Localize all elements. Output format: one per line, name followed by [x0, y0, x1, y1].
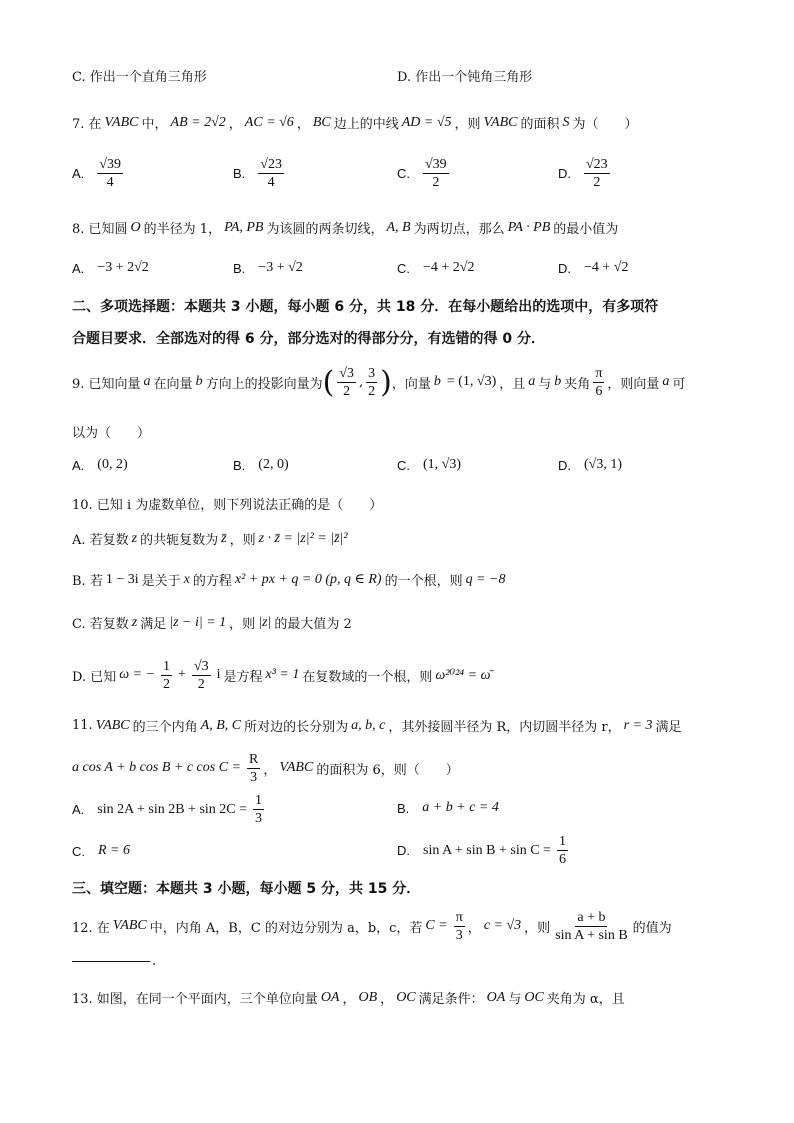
q10-frac-2 — [192, 658, 211, 693]
option-label: D. — [397, 843, 410, 858]
option-value: R = 6 — [98, 843, 130, 858]
q9-vector-b: b — [554, 374, 562, 389]
q10-text: B. 若 — [72, 574, 103, 589]
q8-option-d — [558, 260, 631, 276]
q10-option-a — [72, 529, 351, 548]
q10-c-condition: |z − i| = 1 — [169, 614, 227, 630]
q9-option-c — [397, 457, 464, 473]
option-label: B. — [233, 260, 246, 276]
q9-angle — [593, 365, 604, 400]
option-label: B. — [233, 457, 246, 473]
q11-text: 11. — [72, 718, 93, 733]
q9-stem-line2: 以为（ ） — [72, 426, 151, 441]
q12-text: 的值为 — [632, 920, 672, 936]
q8-dot-product: PA · PB — [507, 219, 551, 235]
q7-text: 中， — [141, 117, 168, 132]
q11-text: 的三个内角 — [132, 720, 198, 735]
q13-text: 13. 如图，在同一个平面内，三个单位向量 — [72, 992, 318, 1007]
fraction-denominator: 2 — [343, 383, 351, 399]
q11-stem — [72, 716, 682, 735]
fraction-denominator: 2 — [197, 676, 205, 692]
q10-d-result: ω²⁰²⁴ = ω̄ — [435, 667, 491, 683]
option-label: A. — [72, 166, 85, 181]
q7-s: S — [562, 114, 570, 130]
fraction-numerator: 1 — [558, 834, 566, 849]
q7-triangle: VABC — [104, 114, 139, 130]
option-value: sin A + sin B + sin C = — [423, 842, 551, 858]
q11-option-d — [397, 833, 571, 868]
q10-z: z — [131, 614, 138, 630]
q9-text: ，向量 — [391, 376, 431, 392]
q10-root: 1 − 3i — [105, 571, 139, 587]
q7-text: ，则 — [454, 117, 481, 132]
fraction-numerator: √39 — [99, 157, 121, 172]
right-paren-icon: ) — [380, 364, 392, 400]
q10-option-d — [72, 655, 493, 695]
q12-text: ，则 — [524, 920, 551, 936]
q9-text: 夹角 — [564, 376, 591, 392]
option-label: D. — [558, 166, 571, 181]
q10-d-equation: x³ = 1 — [265, 667, 300, 682]
option-label: D. — [558, 457, 571, 473]
q9-option-b — [233, 457, 292, 473]
option-fraction — [557, 833, 568, 868]
option-label: B. — [397, 800, 410, 816]
fraction-denominator: 2 — [432, 175, 440, 190]
q7-option-c — [397, 156, 452, 191]
q10-text: A. 若复数 — [72, 533, 129, 548]
q9-option-a — [72, 457, 131, 473]
fraction-denominator: sin A + sin B — [555, 927, 628, 943]
q7-ab: AB = 2√2 — [170, 114, 226, 130]
option-value: (√3, 1) — [584, 457, 623, 472]
q11-option-b — [397, 800, 502, 816]
comma-icon: , — [358, 374, 364, 390]
fraction-denominator: 3 — [250, 769, 258, 785]
option-label: B. — [233, 166, 246, 181]
q7-text: ， — [228, 117, 242, 132]
q9-vector-a: a — [528, 374, 536, 389]
plus-icon: + — [178, 667, 186, 682]
fraction-numerator: π — [455, 909, 463, 925]
q7-text: 7. 在 — [72, 117, 102, 132]
option-label: C. — [397, 260, 410, 276]
q7-text: 边上的中线 — [333, 117, 399, 132]
q11-text: 所对边的长分别为 — [244, 720, 349, 735]
q7-stem — [72, 113, 638, 132]
option-label: C. — [397, 457, 410, 473]
q8-text: 8. 已知圆 — [72, 222, 128, 237]
option-fraction — [423, 156, 449, 191]
q11-r-over-3 — [247, 751, 260, 786]
q13-vector-ob: OB — [358, 989, 378, 1005]
q10-text: 是关于 — [141, 574, 181, 589]
q9-vector-a: a — [143, 374, 151, 389]
q7-text: 为（ ） — [572, 117, 638, 132]
q8-option-a — [72, 260, 152, 276]
fraction-denominator: 3 — [255, 811, 263, 826]
q9-proj-x — [337, 365, 356, 400]
q12-side-c: c = √3 — [483, 918, 522, 933]
q9-vector-b: b — [433, 374, 441, 389]
q13-text: 夹角为 α，且 — [546, 992, 625, 1007]
q9-b-value: = (1, √3) — [446, 374, 497, 389]
q9-text: ，且 — [499, 376, 526, 392]
fraction-numerator: π — [595, 365, 603, 381]
q6-option-c-text: C. 作出一个直角三角形 — [72, 70, 207, 85]
q10-text: 在复数域的一个根，则 — [302, 669, 433, 685]
fraction-denominator: 6 — [558, 852, 566, 867]
q9-stem — [72, 360, 685, 404]
q9-proj-y — [366, 365, 377, 400]
q11-triangle: VABC — [279, 760, 314, 775]
q10-text: 是方程 — [223, 669, 263, 685]
q8-o: O — [130, 219, 141, 235]
q8-ab: A, B — [386, 219, 411, 235]
q10-text: 的最大值为 2 — [274, 617, 352, 632]
fraction-numerator: √23 — [260, 157, 282, 172]
q7-text: ， — [296, 117, 310, 132]
q12-text: . — [152, 954, 157, 969]
q11-text: 满足 — [655, 720, 682, 735]
fraction-denominator: 4 — [267, 175, 275, 190]
q9-text: ，则向量 — [607, 376, 660, 392]
fraction-numerator: √3 — [193, 658, 209, 674]
q10-text: 的一个根，则 — [384, 574, 463, 589]
q10-text: D. 已知 — [72, 669, 117, 685]
q10-text: ，则 — [229, 617, 256, 632]
option-value: a + b + c = 4 — [422, 800, 499, 815]
q7-option-a — [72, 156, 126, 191]
q10-zbar: z̄ — [221, 530, 227, 546]
fraction-numerator: a + b — [577, 909, 606, 925]
q8-option-c — [397, 260, 477, 276]
q6-option-d-text: D. 作出一个钝角三角形 — [397, 70, 533, 85]
q9-text: 可 — [672, 376, 686, 392]
q10-option-c — [72, 613, 352, 632]
q9-text: 在向量 — [153, 376, 193, 392]
left-paren-icon: ( — [322, 364, 335, 400]
q13-vector-oc: OC — [524, 989, 544, 1005]
q9-text: 9. 已知向量 — [72, 376, 141, 392]
q10-frac-1 — [161, 658, 172, 693]
fraction-numerator: 3 — [368, 365, 376, 381]
q12-answer-line — [72, 954, 156, 969]
fraction-numerator: 1 — [163, 658, 171, 674]
q12-triangle: VABC — [112, 918, 147, 933]
option-label: C. — [397, 166, 410, 181]
q12-stem — [72, 904, 672, 948]
q13-text: ， — [380, 992, 394, 1007]
q8-text: 为该圆的两条切线， — [266, 222, 384, 237]
option-label: A. — [72, 260, 85, 276]
section3-heading: 三、填空题：本题共 3 小题，每小题 5 分，共 15 分． — [72, 881, 421, 897]
q10-text: 的方程 — [192, 574, 232, 589]
q11-text: ，其外接圆半径为 R，内切圆半径为 r， — [388, 720, 621, 735]
option-label: A. — [72, 457, 85, 473]
q8-text: 的最小值为 — [553, 222, 619, 237]
section2-heading-line1: 二、多项选择题：本题共 3 小题，每小题 6 分，共 18 分．在每小题给出的选项中，有多项符 — [72, 299, 659, 315]
q12-c-angle: C = — [425, 918, 448, 933]
q12-text: ， — [467, 920, 481, 936]
q10-text: ，则 — [229, 533, 256, 548]
fraction-numerator: R — [248, 751, 259, 767]
answer-blank[interactable] — [72, 961, 150, 962]
q9-vector-b: b — [195, 374, 203, 389]
q7-ad: AD = √5 — [401, 114, 452, 130]
q13-text: 满足条件： — [418, 992, 484, 1007]
q10-text: 满足 — [140, 617, 167, 632]
q8-text: 的半径为 1， — [143, 222, 222, 237]
q9-option-d — [558, 457, 625, 473]
q6-option-c — [72, 66, 207, 85]
q7-option-d — [558, 156, 613, 191]
option-fraction — [584, 156, 610, 191]
fraction-numerator: √39 — [425, 157, 447, 172]
q13-vector-oc: OC — [396, 989, 416, 1005]
q7-bc: BC — [312, 114, 331, 130]
option-label: C. — [72, 843, 85, 859]
q9-vector-a: a — [662, 374, 670, 389]
fraction-denominator: 6 — [595, 383, 603, 399]
q8-papb: PA, PB — [224, 219, 264, 235]
q12-text: 12. 在 — [72, 920, 110, 936]
q11-stem-line2 — [72, 748, 459, 788]
q13-vector-oa: OA — [320, 989, 340, 1005]
fraction-denominator: 2 — [368, 383, 376, 399]
q11-equation: a cos A + b cos B + c cos C = — [72, 760, 241, 775]
q10-q: q = −8 — [465, 571, 506, 587]
q9-text: 与 — [538, 376, 552, 392]
q13-text: ， — [342, 992, 356, 1007]
q10-i: i — [216, 667, 221, 682]
section2-heading-line2: 合题目要求．全部选对的得 6 分，部分选对的得部分分，有选错的得 0 分． — [72, 331, 545, 347]
option-value: −3 + 2√2 — [97, 260, 149, 275]
fraction-numerator: 1 — [255, 793, 263, 808]
q7-option-b — [233, 156, 287, 191]
fraction-denominator: 2 — [593, 175, 601, 190]
option-label: D. — [558, 260, 571, 276]
option-value: −4 + 2√2 — [423, 260, 475, 275]
fraction-denominator: 2 — [163, 676, 171, 692]
q11-text: 的面积为 6，则（ ） — [316, 762, 459, 778]
fraction-denominator: 3 — [455, 927, 463, 943]
q10-abs-z: |z| — [258, 614, 272, 630]
q11-option-a — [72, 792, 267, 827]
option-value: (0, 2) — [97, 457, 128, 472]
q9-text: 方向上的投影向量为 — [205, 376, 323, 392]
q10-x: x — [183, 571, 190, 587]
option-fraction — [253, 792, 264, 827]
option-fraction — [97, 156, 123, 191]
q10-a-equation: z · z̄ = |z|² = |z̄|² — [258, 530, 348, 546]
q7-triangle: VABC — [483, 114, 518, 130]
option-fraction — [258, 156, 284, 191]
q13-text: 与 — [508, 992, 522, 1007]
q10-text: 的共轭复数为 — [140, 533, 219, 548]
option-value: (2, 0) — [258, 457, 289, 472]
q10-stem: 10. 已知 i 为虚数单位，则下列说法正确的是（ ） — [72, 498, 383, 513]
fraction-numerator: √3 — [339, 365, 354, 381]
q11-r: r = 3 — [623, 717, 653, 733]
q12-ratio — [553, 909, 629, 944]
option-value: sin 2A + sin 2B + sin 2C = — [97, 801, 248, 817]
fraction-denominator: 4 — [106, 175, 114, 190]
q11-sides: a, b, c — [351, 717, 386, 733]
option-value: −4 + √2 — [584, 260, 629, 275]
q11-option-c — [72, 843, 133, 859]
q10-text: C. 若复数 — [72, 617, 129, 632]
q7-text: 的面积 — [520, 117, 560, 132]
fraction-numerator: √23 — [586, 157, 608, 172]
q12-text: 中，内角 A，B，C 的对边分别为 a，b，c，若 — [149, 920, 423, 936]
q7-ac: AC = √6 — [244, 114, 294, 130]
q10-z: z — [131, 530, 138, 546]
q12-pi-over-3 — [454, 909, 465, 944]
q10-option-b — [72, 570, 509, 589]
option-value: −3 + √2 — [258, 260, 303, 275]
q13-stem — [72, 988, 625, 1007]
q10-omega: ω = − — [119, 667, 156, 682]
q11-text: ， — [263, 762, 277, 778]
q8-text: 为两切点，那么 — [413, 222, 505, 237]
q6-option-d — [397, 66, 532, 85]
q13-vector-oa: OA — [486, 989, 506, 1005]
q11-triangle: VABC — [95, 717, 130, 733]
q11-angles: A, B, C — [200, 717, 242, 733]
q8-stem — [72, 218, 618, 237]
option-label: A. — [72, 802, 85, 817]
option-value: (1, √3) — [423, 457, 462, 472]
q10-b-equation: x² + px + q = 0 (p, q ∈ R) — [234, 572, 382, 587]
q8-option-b — [233, 260, 306, 276]
